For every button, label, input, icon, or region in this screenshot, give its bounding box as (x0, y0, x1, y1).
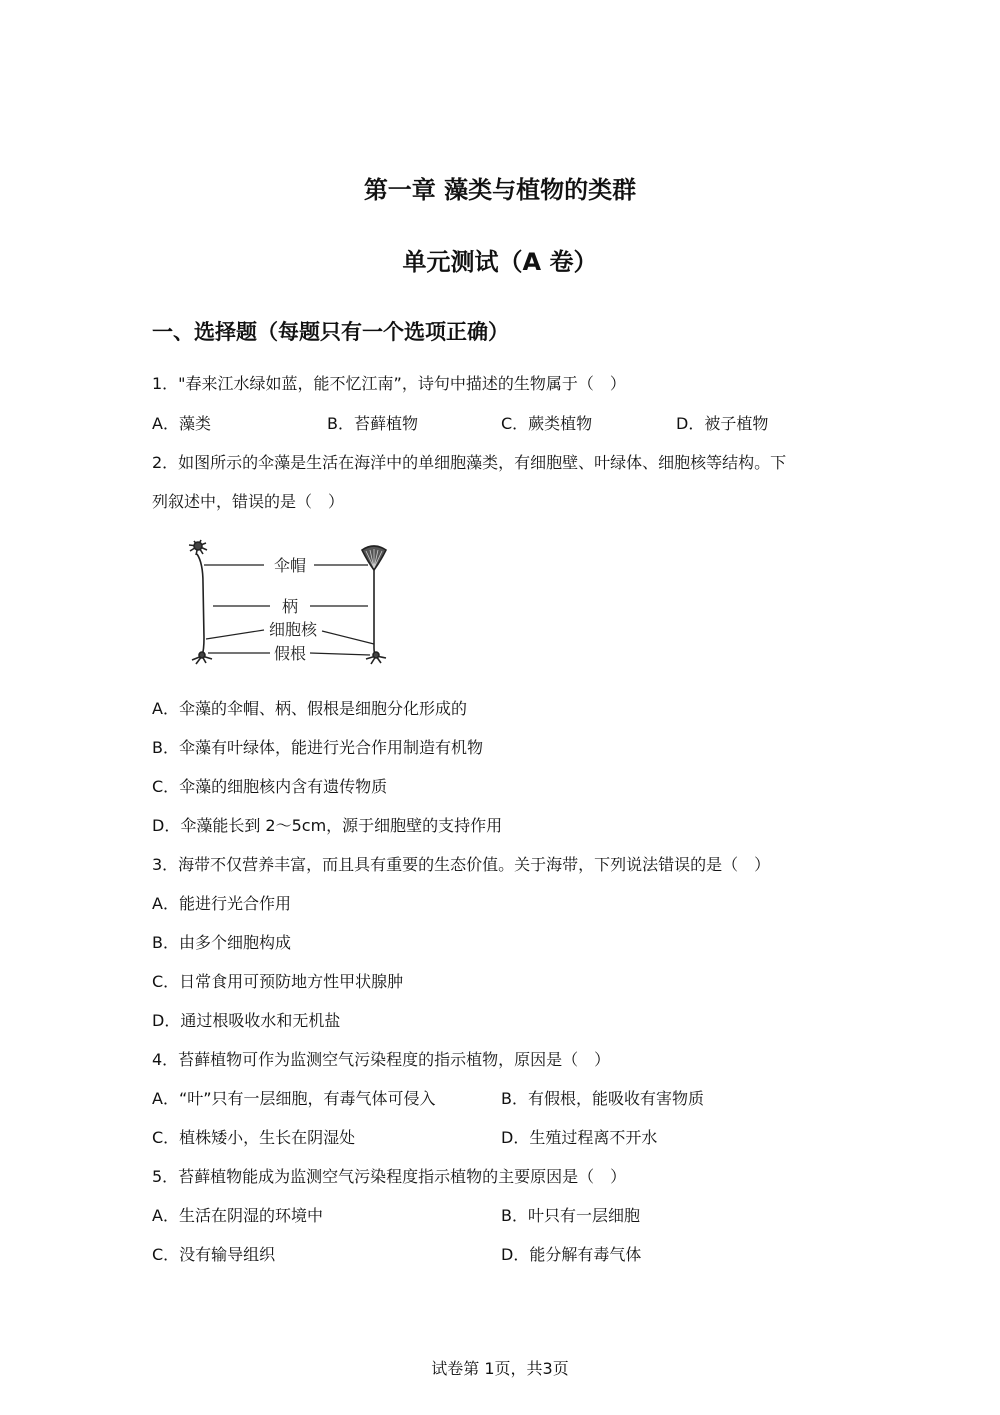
label-cap: 伞帽 (273, 556, 307, 575)
question-5-option-b: B．叶只有一层细胞 (501, 1206, 640, 1225)
question-3-option-a: A．能进行光合作用 (152, 894, 291, 913)
acetabularia-figure (180, 538, 400, 668)
question-4-stem: 4．苔藓植物可作为监测空气污染程度的指示植物，原因是（ ） (152, 1050, 611, 1069)
label-rhizoid: 假根 (273, 644, 307, 663)
question-1-option-a: A．藻类 (152, 414, 211, 433)
page-title: 第一章 藻类与植物的类群 (363, 176, 637, 204)
question-4-option-b: B．有假根，能吸收有害物质 (501, 1089, 704, 1108)
alga-right-drawing (362, 546, 386, 664)
question-4-option-d: D．生殖过程离不开水 (501, 1128, 658, 1147)
question-2-option-b: B．伞藻有叶绿体，能进行光合作用制造有机物 (152, 738, 483, 757)
label-nucleus: 细胞核 (268, 620, 318, 639)
label-stalk: 柄 (281, 597, 299, 616)
page-footer: 试卷第 1页，共3页 (431, 1359, 569, 1378)
question-1-option-b: B．苔藓植物 (327, 414, 418, 433)
question-2-stem-line-1: 2．如图所示的伞藻是生活在海洋中的单细胞藻类，有细胞壁、叶绿体、细胞核等结构。下 (152, 453, 787, 472)
question-2-stem-line-2: 列叙述中，错误的是（ ） (152, 492, 345, 511)
question-3-option-d: D．通过根吸收水和无机盐 (152, 1011, 341, 1030)
question-3-option-c: C．日常食用可预防地方性甲状腺肿 (152, 972, 404, 991)
question-5-option-a: A．生活在阴湿的环境中 (152, 1206, 323, 1225)
question-3-option-b: B．由多个细胞构成 (152, 933, 291, 952)
question-4-option-a: A．“叶”只有一层细胞，有毒气体可侵入 (152, 1089, 436, 1108)
section-heading: 一、选择题（每题只有一个选项正确） (152, 320, 509, 344)
question-3-stem: 3．海带不仅营养丰富，而且具有重要的生态价值。关于海带，下列说法错误的是（ ） (152, 855, 771, 874)
question-1-option-d: D．被子植物 (676, 414, 769, 433)
page-subtitle: 单元测试（A 卷） (402, 248, 598, 276)
question-1-stem: 1．"春来江水绿如蓝，能不忆江南”，诗句中描述的生物属于（ ） (152, 374, 626, 393)
question-2-option-a: A．伞藻的伞帽、柄、假根是细胞分化形成的 (152, 699, 467, 718)
question-2-option-c: C．伞藻的细胞核内含有遗传物质 (152, 777, 388, 796)
question-4-option-c: C．植株矮小，生长在阴湿处 (152, 1128, 356, 1147)
alga-left-drawing (189, 540, 212, 664)
question-5-option-c: C．没有输导组织 (152, 1245, 276, 1264)
question-1-option-c: C．蕨类植物 (501, 414, 593, 433)
question-5-stem: 5．苔藓植物能成为监测空气污染程度指示植物的主要原因是（ ） (152, 1167, 627, 1186)
question-5-option-d: D．能分解有毒气体 (501, 1245, 642, 1264)
question-2-option-d: D．伞藻能长到 2～5cm，源于细胞壁的支持作用 (152, 816, 503, 835)
